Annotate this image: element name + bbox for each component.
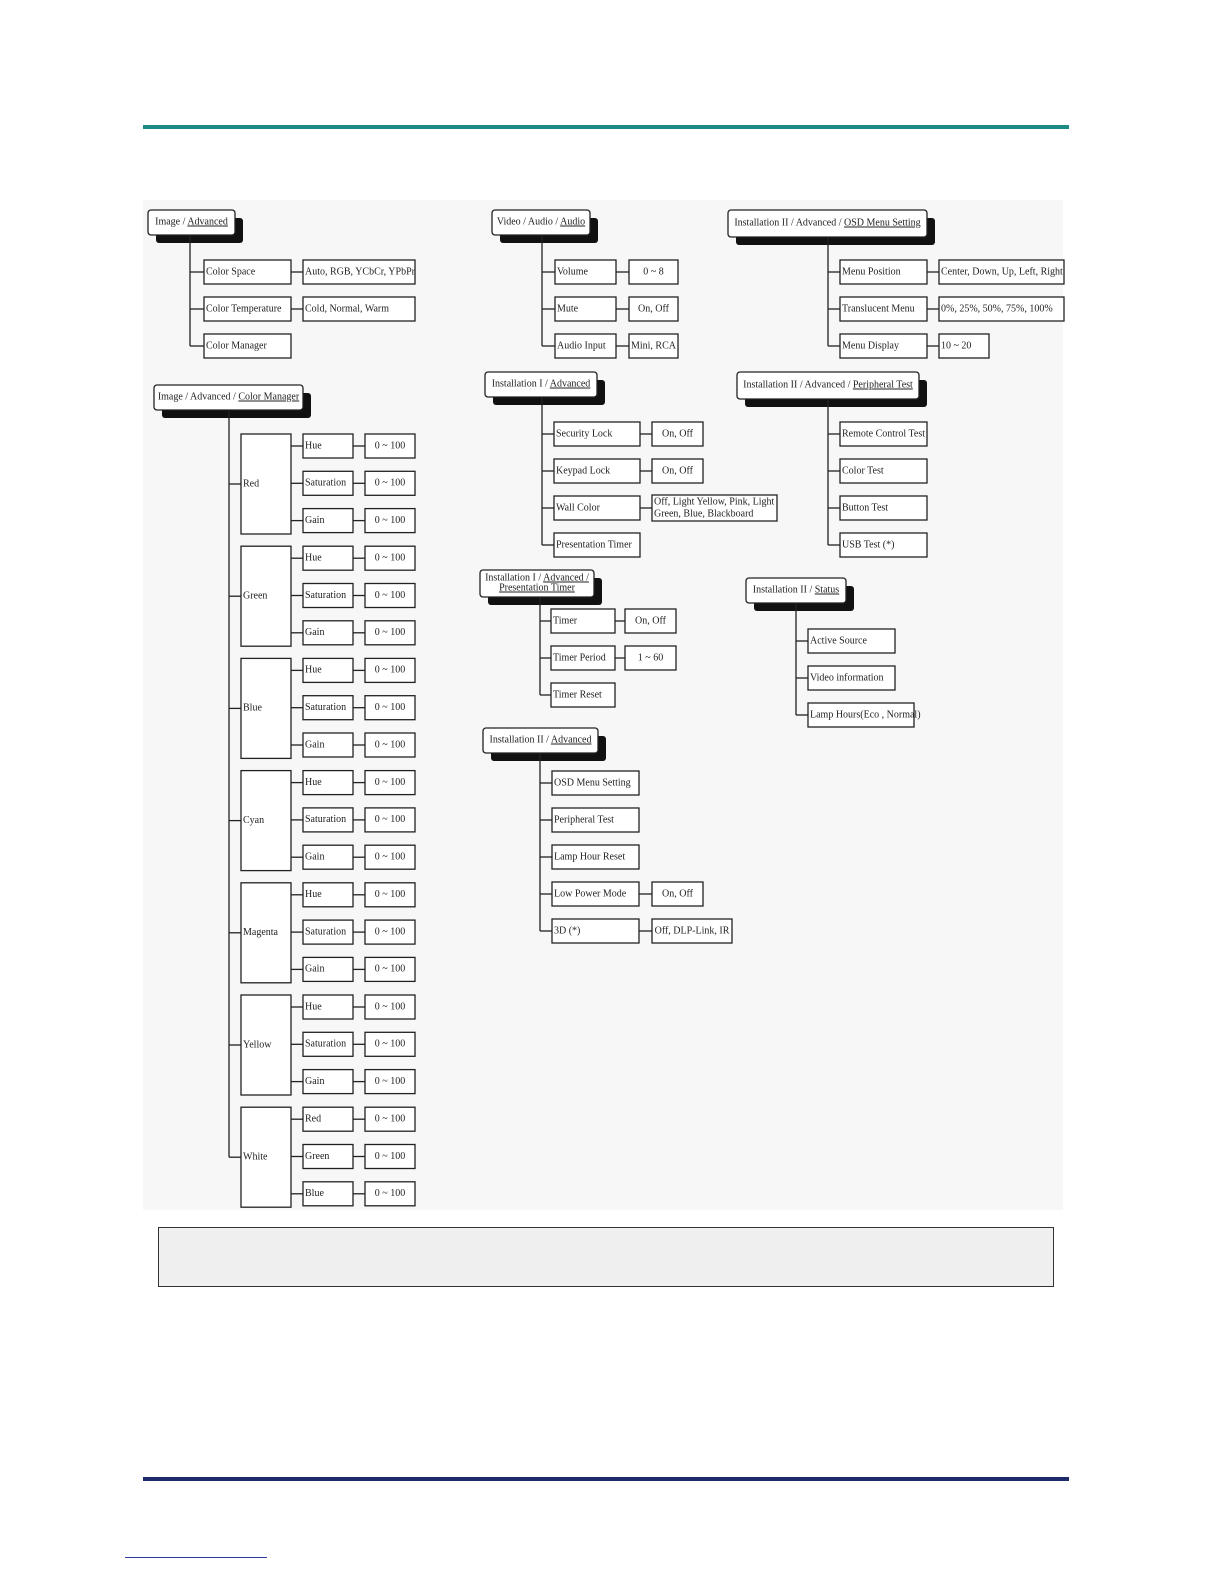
color-range-value: 0 ~ 100 (374, 889, 406, 901)
installation2-advanced-header-value-text: On, Off (662, 888, 693, 900)
peripheral-test-header-item-label: Button Test (842, 502, 889, 514)
video-audio-header-item-label: Volume (557, 266, 588, 278)
installation2-advanced-header-item-label: Peripheral Test (554, 814, 614, 826)
color-range-value: 0 ~ 100 (374, 1150, 406, 1162)
color-group-label: Blue (243, 702, 262, 714)
color-range-value: 0 ~ 100 (374, 963, 406, 975)
installation1-advanced-header-title: Installation I / Advanced (491, 378, 591, 390)
installation1-advanced-header-value-text: Green, Blue, Blackboard (654, 508, 754, 520)
color-range-value: 0 ~ 100 (374, 477, 406, 489)
installation1-advanced-header-item-label: Presentation Timer (556, 539, 632, 551)
color-range-value: 0 ~ 100 (374, 701, 406, 713)
image-advanced-header-value-text: Auto, RGB, YCbCr, YPbPr (305, 266, 415, 278)
image-advanced-header-item-label: Color Temperature (206, 303, 282, 315)
color-attr-label: Hue (305, 889, 322, 901)
presentation-timer-header-item-label: Timer (553, 615, 578, 627)
color-attr-label: Gain (305, 514, 325, 526)
presentation-timer-header-item-label: Timer Period (553, 652, 606, 664)
color-group-label: Green (243, 590, 268, 602)
osd-menu-setting-header-item-label: Menu Display (842, 340, 899, 352)
osd-menu-setting-header-value-text: Center, Down, Up, Left, Right (941, 266, 1063, 278)
color-range-value: 0 ~ 100 (374, 1038, 406, 1050)
peripheral-test-header-item-label: Color Test (842, 465, 884, 477)
color-attr-label: Saturation (305, 926, 347, 938)
installation1-advanced-header-value-text: On, Off (662, 428, 693, 440)
installation1-advanced-header-item-label: Security Lock (556, 428, 613, 440)
video-audio-header-item-label: Audio Input (557, 340, 606, 352)
color-range-value: 0 ~ 100 (374, 589, 406, 601)
color-attr-label: Hue (305, 1001, 322, 1013)
color-attr-label: Gain (305, 627, 325, 639)
color-attr-label: Saturation (305, 701, 347, 713)
color-range-value: 0 ~ 100 (374, 552, 406, 564)
installation2-advanced-header-title: Installation II / Advanced (489, 734, 592, 746)
osd-menu-setting-header-value-text: 10 ~ 20 (941, 340, 972, 352)
color-range-value: 0 ~ 100 (374, 1188, 406, 1200)
color-range-value: 0 ~ 100 (374, 814, 406, 826)
color-range-value: 0 ~ 100 (374, 1113, 406, 1125)
color-range-value: 0 ~ 100 (374, 1075, 406, 1087)
note-box (158, 1227, 1054, 1287)
color-attr-label: Gain (305, 1075, 325, 1087)
color-range-value: 0 ~ 100 (374, 739, 406, 751)
color-attr-label: Saturation (305, 589, 347, 601)
color-attr-label: Red (305, 1113, 322, 1125)
image-advanced-header-item-label: Color Space (206, 266, 256, 278)
installation2-advanced-header-item-label: Lamp Hour Reset (554, 851, 626, 863)
video-audio-header-item-label: Mute (557, 303, 579, 315)
color-range-value: 0 ~ 100 (374, 926, 406, 938)
presentation-timer-header-title: Installation I / Advanced / (485, 572, 589, 584)
color-attr-label: Gain (305, 851, 325, 863)
color-attr-label: Green (305, 1150, 330, 1162)
color-attr-label: Hue (305, 664, 322, 676)
image-advanced-header-title: Image / Advanced (155, 216, 228, 228)
color-attr-label: Hue (305, 440, 322, 452)
osd-menu-setting-header-item-label: Translucent Menu (842, 303, 915, 315)
status-header-item-label: Lamp Hours(Eco , Normal) (810, 709, 921, 721)
presentation-timer-header-value-text: On, Off (635, 615, 666, 627)
color-range-value: 0 ~ 100 (374, 627, 406, 639)
status-header-item-label: Active Source (810, 635, 867, 647)
presentation-timer-header-value-text: 1 ~ 60 (637, 652, 664, 664)
color-attr-label: Hue (305, 552, 322, 564)
installation2-advanced-header-item-label: OSD Menu Setting (554, 777, 631, 789)
installation1-advanced-header-item-label: Keypad Lock (556, 465, 611, 477)
video-audio-header-value-text: On, Off (638, 303, 669, 315)
color-attr-label: Blue (305, 1188, 324, 1200)
color-range-value: 0 ~ 100 (374, 440, 406, 452)
installation2-advanced-header-item-label: Low Power Mode (554, 888, 627, 900)
color-group-label: White (243, 1151, 268, 1163)
osd-menu-setting-header-item-label: Menu Position (842, 266, 901, 278)
color-range-value: 0 ~ 100 (374, 664, 406, 676)
color-attr-label: Saturation (305, 814, 347, 826)
video-audio-header-value-text: 0 ~ 8 (643, 266, 664, 278)
color-range-value: 0 ~ 100 (374, 1001, 406, 1013)
color-group-label: Magenta (243, 927, 278, 939)
osd-menu-setting-header-value-text: 0%, 25%, 50%, 75%, 100% (941, 303, 1053, 315)
presentation-timer-header-title: Presentation Timer (499, 582, 575, 594)
video-audio-header-value-text: Mini, RCA (630, 340, 677, 352)
color-range-value: 0 ~ 100 (374, 851, 406, 863)
peripheral-test-header-item-label: Remote Control Test (842, 428, 925, 440)
peripheral-test-header-item-label: USB Test (*) (842, 539, 895, 551)
image-advanced-header-value-text: Cold, Normal, Warm (305, 303, 389, 315)
color-attr-label: Saturation (305, 1038, 347, 1050)
installation2-advanced-header-item-label: 3D (*) (554, 925, 581, 937)
presentation-timer-header-item-label: Timer Reset (553, 689, 602, 701)
status-header-title: Installation II / Status (752, 584, 840, 596)
color-range-value: 0 ~ 100 (374, 514, 406, 526)
peripheral-test-header-title: Installation II / Advanced / Peripheral Test (743, 379, 913, 391)
color-group-label: Yellow (243, 1039, 272, 1051)
color-attr-label: Gain (305, 739, 325, 751)
image-advanced-header-item-label: Color Manager (206, 340, 267, 352)
installation1-advanced-header-value-text: On, Off (662, 465, 693, 477)
installation1-advanced-header-item-label: Wall Color (556, 502, 600, 514)
video-audio-header-title: Video / Audio / Audio (496, 216, 586, 228)
status-header-item-label: Video information (810, 672, 884, 684)
footer-rule (143, 1477, 1069, 1481)
color-attr-label: Saturation (305, 477, 347, 489)
osd-menu-setting-header-title: Installation II / Advanced / OSD Menu Setting (734, 217, 921, 229)
color-manager-header-title: Image / Advanced / Color Manager (157, 391, 300, 403)
footer-link-underline (125, 1557, 267, 1558)
color-group-label: Red (243, 478, 260, 490)
installation1-advanced-header-value-text: Off, Light Yellow, Pink, Light (654, 496, 775, 508)
installation2-advanced-header-value-text: Off, DLP-Link, IR (654, 925, 730, 937)
color-attr-label: Hue (305, 776, 322, 788)
color-range-value: 0 ~ 100 (374, 776, 406, 788)
color-group-label: Cyan (243, 814, 265, 826)
color-attr-label: Gain (305, 963, 325, 975)
